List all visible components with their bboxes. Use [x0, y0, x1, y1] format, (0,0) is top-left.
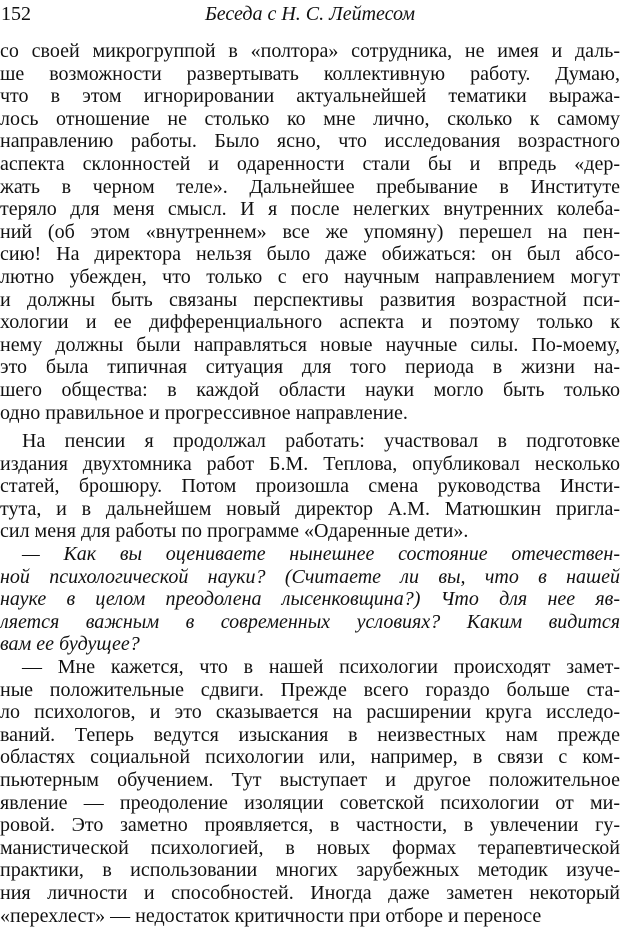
text-line: ные положительные сдвиги. Прежде всего гораздо больше ста-: [0, 678, 620, 701]
text-line: шего общества: в каждой области науки могло быть только: [0, 378, 620, 401]
text-line: тута, и в дальнейшем новый директор А.М. Матюшкин пригла-: [0, 497, 620, 520]
text-line: практики, в использовании многих зарубежных методик изуче-: [0, 859, 620, 882]
text-line: вам ее будущее?: [0, 633, 140, 656]
text-line: пьютерным обучением. Тут выступает и другое положительное: [0, 769, 620, 791]
text-line: — Как вы оцениваете нынешнее состояние отечествен-: [22, 543, 620, 566]
text-line: со своей микрогруппой в «полтора» сотрудника, не имея и даль-: [0, 40, 620, 62]
question-paragraph: [0, 543, 620, 656]
paragraph: [0, 40, 620, 424]
text-line: явление — преодоление изоляции советской психологии от ми-: [0, 791, 620, 814]
text-line: статей, брошюру. Потом произошла смена руководства Инсти-: [0, 475, 620, 498]
text-line: ной психологической науки? (Считаете ли вы, что в нашей: [0, 565, 620, 588]
text-line: сил меня для работы по программе «Одаренные дети».: [0, 520, 469, 543]
text-line: ровой. Это заметно проявляется, в частности, в увлечении гу-: [0, 814, 620, 837]
text-line: нему должны были направляться новые научные силы. По-моему,: [0, 333, 620, 356]
text-line: ло психологов, и это сказывается на расширении круга исследо-: [0, 701, 620, 724]
text-line: что в этом игнорировании актуальнейшей тематики выража-: [0, 85, 620, 108]
text-line: лютно убежден, что только с его научным направлением могут: [0, 265, 620, 288]
text-line: аспекта склонностей и одаренности стали бы и впредь «дер-: [0, 152, 620, 175]
text-line: жать в черном теле». Дальнейшее пребывание в Институте: [0, 175, 620, 198]
text-line: «перехлест» — недостаток критичности при отборе и переносе: [0, 904, 542, 927]
text-line: ляется важным в современных условиях? Каким видится: [0, 610, 620, 633]
text-line: ния личности и способностей. Иногда даже заметен некоторый: [0, 881, 620, 904]
text-line: хологии и ее дифференциального аспекта и поэтому только к: [0, 311, 620, 334]
text-line: издания двухтомника работ Б.М. Теплова, опубликовал несколько: [0, 452, 620, 475]
page-header: [0, 0, 620, 30]
text-line: ваний. Теперь ведутся изыскания в неизвестных нам прежде: [0, 723, 620, 746]
paragraph: [0, 430, 620, 543]
text-line: — Мне кажется, что в нашей психологии происходят замет-: [22, 656, 620, 679]
text-line: науке в целом преодолена лысенковщина?) Что для нее яв-: [0, 588, 620, 611]
body-text: [0, 40, 620, 927]
text-line: теряло для меня смысл. И я после нелегких внутренних колеба-: [0, 198, 620, 221]
text-line: это была типичная ситуация для того периода в жизни на-: [0, 356, 620, 379]
text-line: областях социальной психологии или, например, в связи с ком-: [0, 746, 620, 769]
text-line: ний (об этом «внутреннем» все же упомяну) перешел на пен-: [0, 220, 620, 243]
text-line: одно правильное и прогрессивное направление.: [0, 401, 408, 424]
text-line: и должны быть связаны перспективы развития возрастной пси-: [0, 288, 620, 311]
text-line: ше возможности развертывать коллективную работу. Думаю,: [0, 62, 620, 85]
page-number: 152: [1, 3, 31, 25]
paragraph: [0, 656, 620, 927]
text-line: манистической психологией, в новых формах терапевтической: [0, 836, 620, 859]
text-line: На пенсии я продолжал работать: участвовал в подготовке: [22, 430, 620, 453]
text-line: лось отношение не столько ко мне лично, сколько к самому: [0, 107, 620, 130]
running-title: Беседа с Н. С. Лейтесом: [204, 3, 416, 25]
text-line: направлению работы. Было ясно, что исследования возрастного: [0, 130, 620, 153]
text-line: сию! На директора нельзя было даже обижаться: он был абсо-: [0, 243, 620, 266]
